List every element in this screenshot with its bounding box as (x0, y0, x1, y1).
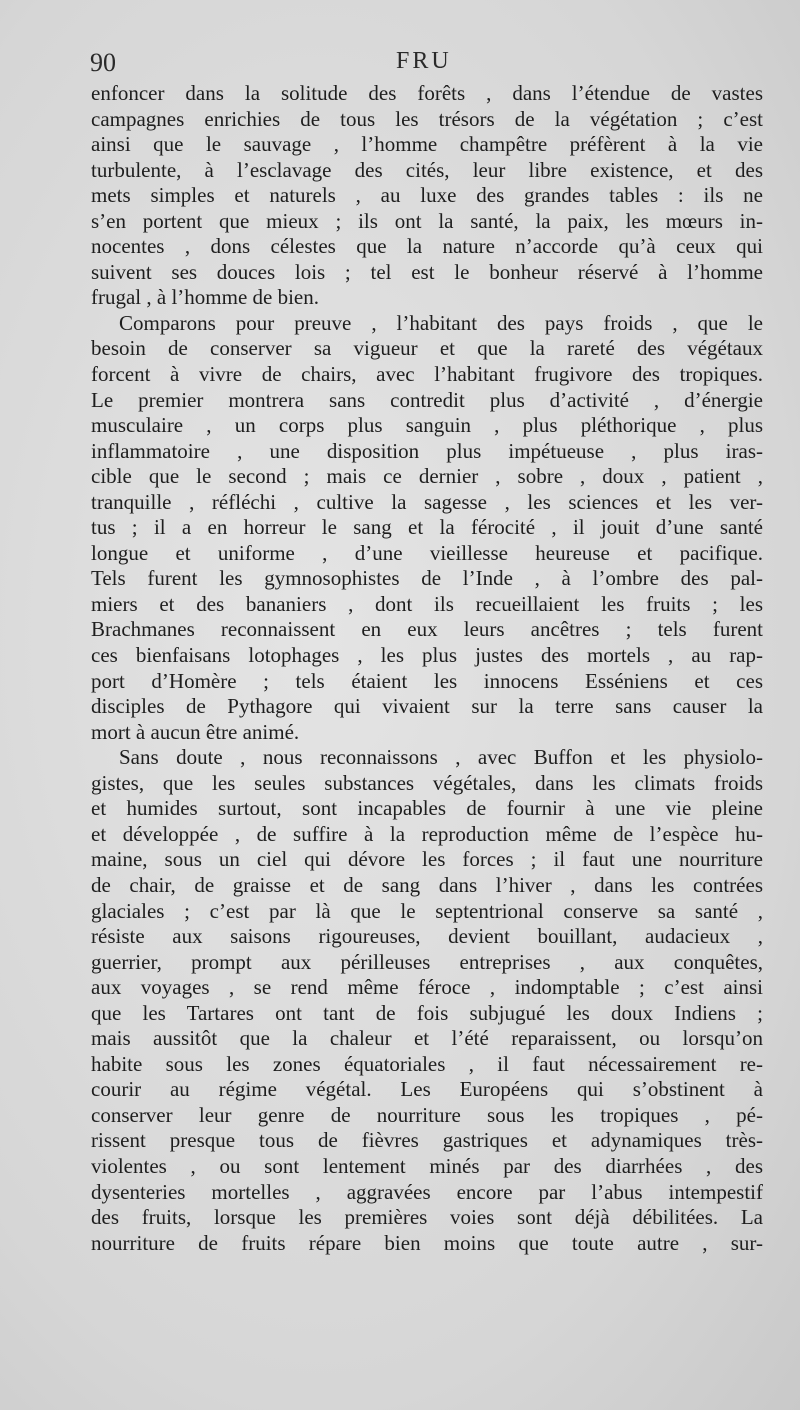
text-line: inflammatoire , une disposition plus impétueuse , plus iras- (91, 438, 763, 463)
paragraph-start-line: Comparons pour preuve , l’habitant des pays froids , que le (119, 310, 763, 335)
text-line: et développée , de suffire à la reproduction même de l’espèce hu- (91, 821, 763, 846)
text-line: et humides surtout, sont incapables de fournir à une vie pleine (91, 796, 763, 821)
running-head: FRU (396, 48, 452, 74)
text-line: cible que le second ; mais ce dernier , sobre , doux , patient , (91, 464, 763, 489)
text-line: campagnes enrichies de tous les trésors de la végétation ; c’est (91, 106, 763, 131)
text-line: rissent presque tous de fièvres gastriques et adynamiques très- (91, 1128, 763, 1153)
text-line: suivent ses douces lois ; tel est le bonheur réservé à l’homme (91, 259, 763, 284)
text-line: miers et des bananiers , dont ils recueillaient les fruits ; les (91, 591, 763, 616)
text-line: nocentes , dons célestes que la nature n’accorde qu’à ceux qui (91, 234, 763, 259)
text-line: s’en portent que mieux ; ils ont la santé, la paix, les mœurs in- (91, 208, 763, 233)
text-line: tus ; il a en horreur le sang et la férocité , il jouit d’une santé (91, 515, 763, 540)
text-line: nourriture de fruits répare bien moins que toute autre , sur- (91, 1230, 763, 1255)
text-line: de chair, de graisse et de sang dans l’hiver , dans les contrées (91, 872, 763, 897)
text-line: aux voyages , se rend même féroce , indomptable ; c’est ainsi (91, 975, 763, 1000)
paragraph-start-line: Sans doute , nous reconnaissons , avec Buffon et les physiolo- (119, 745, 763, 770)
text-line: longue et uniforme , d’une vieillesse heureuse et pacifique. (91, 540, 763, 565)
text-line: disciples de Pythagore qui vivaient sur la terre sans causer la (91, 694, 763, 719)
text-line: turbulente, à l’esclavage des cités, leur libre existence, et des (91, 157, 763, 182)
text-line: port d’Homère ; tels étaient les innocens Esséniens et ces (91, 668, 763, 693)
text-line: conserver leur genre de nourriture sous les tropiques , pé- (91, 1102, 763, 1127)
text-line: résiste aux saisons rigoureuses, devient bouillant, audacieux , (91, 924, 763, 949)
text-line: que les Tartares ont tant de fois subjugué les doux Indiens ; (91, 1000, 763, 1025)
text-line: ainsi que le sauvage , l’homme champêtre préfèrent à la vie (91, 132, 763, 157)
paragraph-end-line: frugal , à l’homme de bien. (91, 285, 320, 310)
text-line: Brachmanes reconnaissent en eux leurs ancêtres ; tels furent (91, 617, 763, 642)
text-line: enfoncer dans la solitude des forêts , dans l’étendue de vastes (91, 81, 763, 105)
paragraph-end-line: mort à aucun être animé. (91, 719, 300, 744)
text-line: glaciales ; c’est par là que le septentrional conserve sa santé , (91, 898, 763, 923)
text-line: Le premier montrera sans contredit plus d’activité , d’énergie (91, 387, 763, 412)
body-text (91, 81, 763, 1256)
text-line: guerrier, prompt aux périlleuses entreprises , aux conquêtes, (91, 949, 763, 974)
text-line: violentes , ou sont lentement minés par des diarrhées , des (91, 1153, 763, 1178)
text-line: maine, sous un ciel qui dévore les forces ; il faut une nourriture (91, 847, 763, 872)
text-line: mets simples et naturels , au luxe des grandes tables : ils ne (91, 183, 763, 208)
text-line: forcent à vivre de chairs, avec l’habitant frugivore des tropiques. (91, 362, 763, 387)
text-line: habite sous les zones équatoriales , il faut nécessairement re- (91, 1051, 763, 1076)
text-line: des fruits, lorsque les premières voies sont déjà débilitées. La (91, 1205, 763, 1230)
text-line: musculaire , un corps plus sanguin , plus pléthorique , plus (91, 413, 763, 438)
text-line: tranquille , réfléchi , cultive la sagesse , les sciences et les ver- (91, 489, 763, 514)
text-line: mais aussitôt que la chaleur et l’été reparaissent, ou lorsqu’on (91, 1026, 763, 1051)
text-line: courir au régime végétal. Les Européens qui s’obstinent à (91, 1077, 763, 1102)
page-header (90, 48, 762, 80)
text-line: dysenteries mortelles , aggravées encore par l’abus intempestif (91, 1179, 763, 1204)
text-line: besoin de conserver sa vigueur et que la rareté des végétaux (91, 336, 763, 361)
page-number: 90 (90, 48, 116, 77)
text-line: ces bienfaisans lotophages , les plus justes des mortels , au rap- (91, 643, 763, 668)
text-line: Tels furent les gymnosophistes de l’Inde , à l’ombre des pal- (91, 566, 763, 591)
text-line: gistes, que les seules substances végétales, dans les climats froids (91, 770, 763, 795)
